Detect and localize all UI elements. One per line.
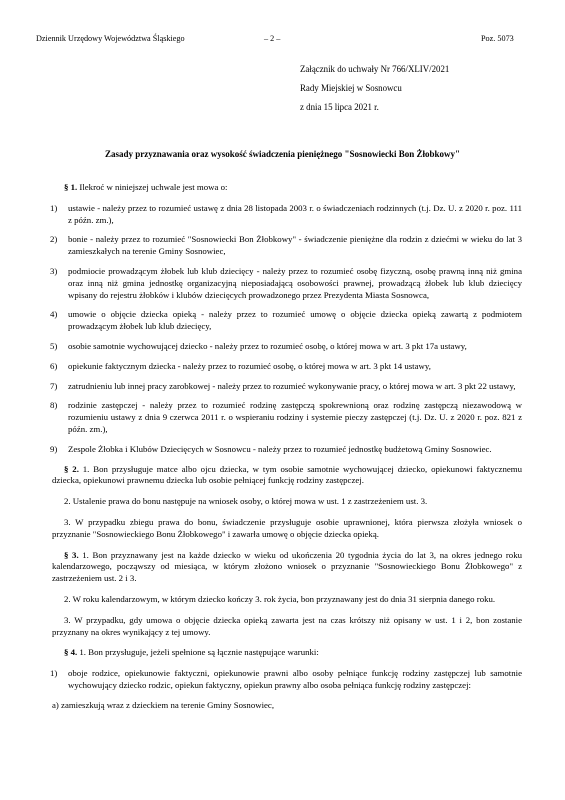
section-1-intro-text: Ilekroć w niniejszej uchwale jest mowa o:	[77, 182, 228, 192]
attachment-line-1: Załącznik do uchwały Nr 766/XLIV/2021	[300, 64, 450, 74]
section-2-p2: 2. Ustalenie prawa do bonu następuje na wniosek osoby, o której mowa w ust. 1 z zastrzeżeniem ust. 3.	[64, 496, 428, 507]
section-3-p2: 2. W roku kalendarzowym, w którym dziecko kończy 3. rok życia, bon przyznawany jest do dnia 31 sierpnia danego roku.	[64, 593, 496, 604]
list-item-number: 4)	[50, 309, 58, 320]
list-item	[50, 309, 522, 333]
list-item-text: ustawie - należy przez to rozumieć ustawę z dnia 28 listopada 2003 r. o świadczeniach rodzinnych (t.j. Dz. U. z 2020 r. poz. 111 z późn. zm.),	[68, 202, 522, 225]
section-4-p1	[52, 647, 522, 659]
list-item-text: bonie - należy przez to rozumieć "Sosnowiecki Bon Żłobkowy" - świadczenie pieniężne dla rodzin z dziećmi w wieku do lat 3 zamieszkałych na terenie Gminy Sosnowiec,	[68, 234, 522, 257]
list-item	[50, 203, 522, 227]
list-item	[50, 361, 522, 373]
section-2-mark: § 2.	[64, 463, 79, 474]
section-4-p1-text: 1. Bon przysługuje, jeżeli spełnione są łącznie następujące warunki:	[77, 647, 319, 658]
list-item-number: 2)	[50, 234, 58, 245]
attachment-note	[300, 60, 449, 117]
list-item-text: rodzinie zastępczej - należy przez to rozumieć rodzinę zastępczą spokrewnioną oraz rodzinę zastępczą niezawodową w rozumieniu ustawy z dnia 9 czerwca 2011 r. o wspieraniu rodziny i systemie pieczy zastępczej (t.j. Dz. U. z 2020 r. poz. 821 z późn. zm.),	[68, 400, 522, 434]
list-item-number: 1)	[50, 202, 58, 213]
section-3-mark: § 3.	[64, 549, 79, 560]
section-4-list	[52, 668, 522, 692]
journal-name: Dziennik Urzędowy Województwa Śląskiego	[36, 34, 185, 43]
list-item-number: 6)	[50, 360, 58, 371]
list-item-text: umowie o objęcie dziecka opieką - należy przez to rozumieć umowę o objęcie dziecka opieką zawartą z podmiotem prowadzącym żłobek lub klub dziecięcy,	[68, 309, 522, 332]
list-item	[50, 266, 522, 301]
list-item	[50, 381, 522, 393]
list-item-text: opiekunie faktycznym dziecka - należy przez to rozumieć osobę, o której mowa w art. 3 pkt 14 ustawy,	[68, 360, 431, 371]
list-item-number: 9)	[50, 443, 58, 454]
list-item	[50, 400, 522, 435]
section-3-p3: 3. W przypadku, gdy umowa o objęcie dziecka opieką zawarta jest na czas krótszy niż opisany w ust. 1 i 2, bon zostanie przyznany na okres wynikający z tej umowy.	[52, 614, 522, 637]
list-item	[50, 341, 522, 353]
attachment-line-2: Rady Miejskiej w Sosnowcu	[300, 83, 402, 93]
section-3-p1	[52, 550, 522, 585]
list-item	[50, 444, 522, 456]
position-number: Poz. 5073	[481, 34, 514, 43]
list-item	[50, 668, 522, 692]
section-1-list	[52, 203, 522, 456]
list-item-number: 3)	[50, 265, 58, 276]
section-3-p1-text: 1. Bon przyznawany jest na każde dziecko w wieku od ukończenia 20 tygodnia życia do lat 3, na okres jednego roku kalendarzowego, począwszy od miesiąca, w którym złożono wniosek o przyznanie "Sosnowieckiego Bonu Żłobkowego" z zastrzeżeniem ust. 2 i 3.	[52, 549, 522, 584]
list-item-number: 5)	[50, 340, 58, 351]
section-1-intro	[52, 182, 522, 194]
list-item-text: zatrudnieniu lub innej pracy zarobkowej - należy przez to rozumieć wykonywanie pracy, o której mowa w art. 3 pkt 22 ustawy,	[68, 380, 516, 391]
list-item-text: oboje rodzice, opiekunowie faktyczni, opiekunowie prawni albo osoby pełniące funkcję rodziny zastępczej lub samotnie wychowujący dziecko rodzic, opiekun faktyczny, opiekun prawny albo osoba pełniąca funkcję rodziny zastępczej:	[68, 668, 522, 690]
section-1-mark: § 1.	[64, 182, 78, 192]
document-body	[52, 182, 522, 721]
list-item-number: 8)	[50, 400, 58, 411]
section-2-p1-text: 1. Bon przysługuje matce albo ojcu dziecka, w tym osobie samotnie wychowującej dziecko, opiekunowi faktycznemu dziecka, opiekunowi prawnemu dziecka lub osobie pełniącej funkcję rodziny zastępczej.	[52, 463, 522, 486]
attachment-line-3: z dnia 15 lipca 2021 r.	[300, 102, 379, 112]
list-item-text: osobie samotnie wychowującej dziecko - należy przez to rozumieć osobę, o której mowa w art. 3 pkt 17a ustawy,	[68, 340, 467, 351]
list-item-number: 1)	[50, 668, 58, 679]
page-number: – 2 –	[264, 34, 281, 43]
document-title: Zasady przyznawania oraz wysokość świadczenia pieniężnego "Sosnowiecki Bon Żłobkowy"	[104, 149, 461, 159]
section-4-mark: § 4.	[64, 647, 78, 658]
list-item-text: podmiocie prowadzącym żłobek lub klub dziecięcy - należy przez to rozumieć osobę fizyczną, osobę prawną inną niż gmina oraz inną niż gmina jednostkę organizacyjną nieposiadającą osobowości prawnej, prowadzącą żłobek lub klub dziecięcy wpisany do rejestru żłobków i klubów dziecięcych prowadzonego przez Prezydenta Miasta Sosnowca,	[68, 265, 522, 300]
section-4-subitem-a: a) zamieszkują wraz z dzieckiem na terenie Gminy Sosnowiec,	[52, 699, 275, 710]
list-item-text: Zespole Żłobka i Klubów Dziecięcych w Sosnowcu - należy przez to rozumieć jednostkę budżetową Gminy Sosnowiec.	[68, 443, 492, 454]
list-item	[50, 234, 522, 258]
list-item-number: 7)	[50, 380, 58, 391]
section-2-p3: 3. W przypadku zbiegu prawa do bonu, świadczenie przysługuje osobie uprawnionej, która pierwsza złożyła wniosek o przyznanie "Sosnowieckiego Bonu Żłobkowego" i zawarła umowę o objęcie dziecka opieką.	[52, 516, 522, 539]
section-2-p1	[52, 464, 522, 488]
